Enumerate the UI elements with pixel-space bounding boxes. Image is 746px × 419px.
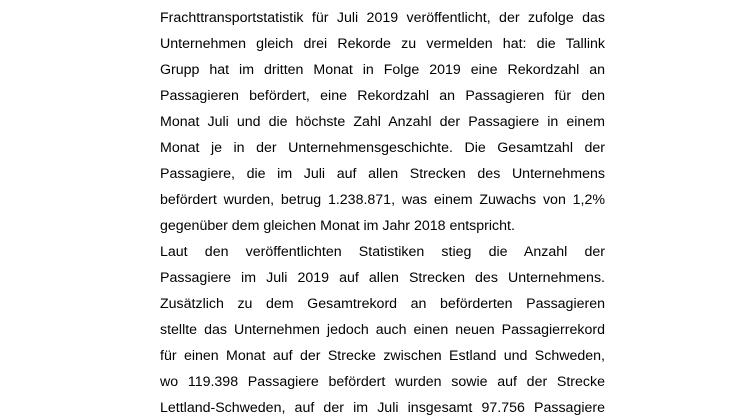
text-line: Passagieren befördert, eine Rekordzahl an Passagieren für den — [160, 88, 605, 104]
text-line: Monat je in der Unternehmensgeschichte. Die Gesamtzahl der — [160, 140, 605, 156]
paragraph-1 — [160, 5, 605, 239]
text-line: Passagiere im Juli 2019 auf allen Strecken des Unternehmens. — [160, 270, 605, 286]
text-line: für einen Monat auf der Strecke zwischen Estland und Schweden, — [160, 348, 605, 364]
text-line: Lettland-Schweden, auf der im Juli insgesamt 97.756 Passagiere — [160, 400, 605, 416]
text-line: stellte das Unternehmen jedoch auch einen neuen Passagierrekord — [160, 322, 605, 338]
text-line: Unternehmen gleich drei Rekorde zu vermelden hat: die Tallink — [160, 36, 605, 52]
text-line: Frachttransportstatistik für Juli 2019 veröffentlicht, der zufolge das — [160, 10, 605, 26]
text-line: Laut den veröffentlichten Statistiken stieg die Anzahl der — [160, 244, 605, 260]
text-line: Passagiere, die im Juli auf allen Strecken des Unternehmens — [160, 166, 605, 182]
paragraph-2 — [160, 239, 605, 419]
text-line: wo 119.398 Passagiere befördert wurden sowie auf der Strecke — [160, 374, 605, 390]
text-line: Monat Juli und die höchste Zahl Anzahl der Passagiere in einem — [160, 114, 605, 130]
text-line: gegenüber dem gleichen Monat im Jahr 2018 entspricht. — [160, 218, 515, 234]
text-line: Grupp hat im dritten Monat in Folge 2019 eine Rekordzahl an — [160, 62, 605, 78]
article-text — [160, 5, 605, 419]
text-line: befördert wurden, betrug 1.238.871, was einem Zuwachs von 1,2% — [160, 192, 605, 208]
text-line: Zusätzlich zu dem Gesamtrekord an beförderten Passagieren — [160, 296, 605, 312]
